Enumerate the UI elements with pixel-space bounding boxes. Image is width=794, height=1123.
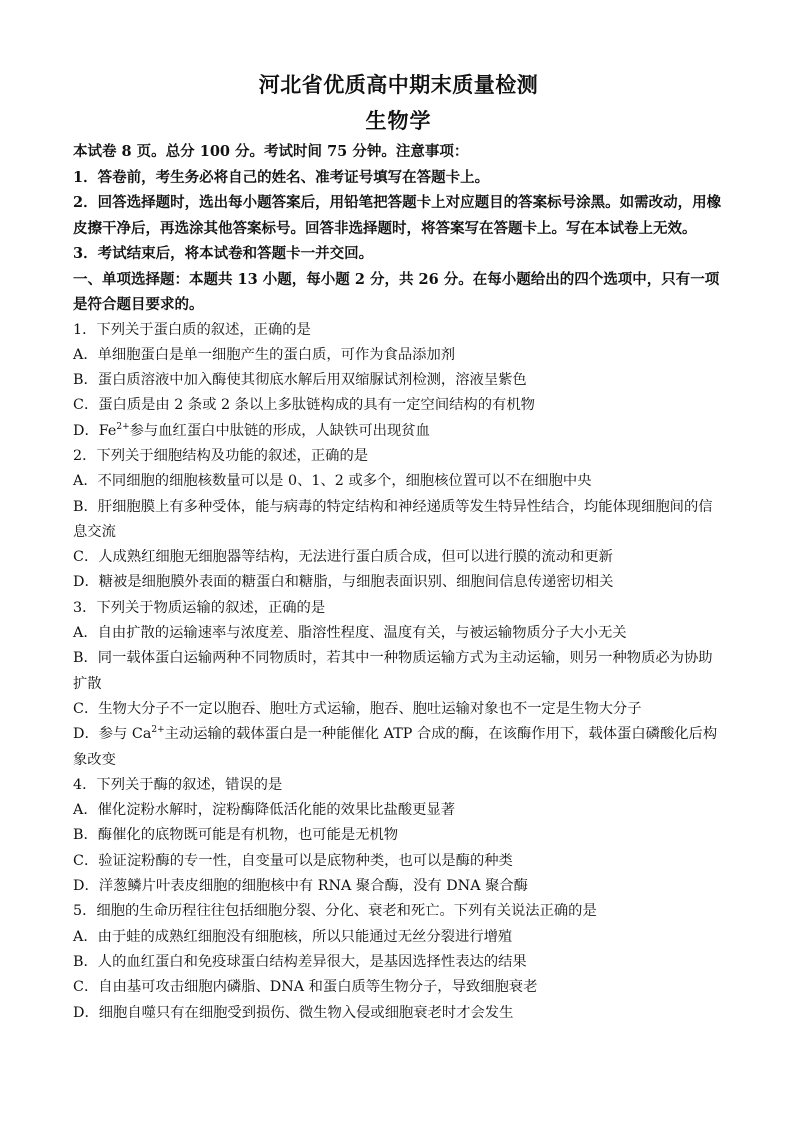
notice-item: 3．考试结束后，将本试卷和答题卡一并交回。 [73,245,374,262]
option-a: A．单细胞蛋白是单一细胞产生的蛋白质，可作为食品添加剂 [73,346,456,363]
option-c: C．蛋白质是由 2 条或 2 条以上多肽链构成的具有一定空间结构的有机物 [73,397,535,414]
option-text: 参与血红蛋白中肽链的形成，人缺铁可出现贫血 [129,422,430,439]
exam-title: 河北省优质高中期末质量检测 [258,72,539,97]
question-stem: 3．下列关于物质运输的叙述，正确的是 [73,599,326,616]
option-a: A．自由扩散的运输速率与浓度差、脂溶性程度、温度有关，与被运输物质分子大小无关 [73,625,627,642]
option-b: B．人的血红蛋白和免疫球蛋白结构差异很大，是基因选择性表达的结果 [73,953,527,970]
question-stem: 5．细胞的生命历程往往包括细胞分裂、分化、衰老和死亡。下列有关说法正确的是 [73,903,597,920]
option-b: B．蛋白质溶液中加入酶使其彻底水解后用双缩脲试剂检测，溶液呈紫色 [73,372,527,389]
notice-item: 2．回答选择题时，选出每小题答案后，用铅笔把答题卡上对应题目的答案标号涂黑。如需改动，用橡皮擦干净后，再选涂其他答案标号。回答非选择题时，将答案写在答题卡上。写在本试卷上无效。 [73,194,722,237]
question-stem: 1．下列关于蛋白质的叙述，正确的是 [73,321,311,338]
option-d [73,419,724,444]
option-b: B．肝细胞膜上有多种受体，能与病毒的特定结构和神经递质等发生特异性结合，均能体现细胞间的信息交流 [73,498,713,540]
option-d: D．糖被是细胞膜外表面的糖蛋白和糖脂，与细胞表面识别、细胞间信息传递密切相关 [73,574,614,591]
option-c: C．人成熟红细胞无细胞器等结构，无法进行蛋白质合成，但可以进行膜的流动和更新 [73,549,613,566]
option-d: D．洋葱鳞片叶表皮细胞的细胞核中有 RNA 聚合酶，没有 DNA 聚合酶 [73,878,528,895]
option-text: 主动运输的载体蛋白是一种能催化 ATP 合成的酶，在该酶作用下，载体蛋白磷酸化后构象改变 [73,726,718,768]
option-a: A．由于蛙的成熟红细胞没有细胞核，所以只能通过无丝分裂进行增殖 [73,928,513,945]
option-d [73,722,724,773]
option-c: C．验证淀粉酶的专一性，自变量可以是底物种类，也可以是酶的种类 [73,852,513,869]
section-heading: 一、单项选择题：本题共 13 小题，每小题 2 分，共 26 分。在每小题给出的四个选项中，只有一项是符合题目要求的。 [73,270,720,313]
question-2 [73,444,724,596]
option-b: B．酶催化的底物既可能是有机物，也可能是无机物 [73,827,399,844]
question-stem: 2．下列关于细胞结构及功能的叙述，正确的是 [73,447,369,464]
option-d: D．细胞自噬只有在细胞受到损伤、微生物入侵或细胞衰老时才会发生 [73,1004,514,1021]
question-5 [73,899,724,1025]
subject-title: 生物学 [365,108,432,133]
notice-item: 1．答卷前，考生务必将自己的姓名、准考证号填写在答题卡上。 [73,168,490,186]
question-4 [73,773,724,899]
option-text: D．Fe [73,422,117,439]
option-c: C．生物大分子不一定以胞吞、胞吐方式运输，胞吞、胞吐运输对象也不一定是生物大分子 [73,700,642,717]
ion-charge: 2+ [151,725,165,736]
option-text: D．参与 Ca [73,726,152,743]
option-c: C．自由基可攻击细胞内磷脂、DNA 和蛋白质等生物分子，导致细胞衰老 [73,979,538,996]
ion-charge: 2+ [116,421,130,432]
option-b: B．同一载体蛋白运输两种不同物质时，若其中一种物质运输方式为主动运输，则另一种物质必为协助扩散 [73,650,713,692]
question-3 [73,596,724,773]
notice-intro: 本试卷 8 页。总分 100 分。考试时间 75 分钟。注意事项： [73,143,469,160]
option-a: A．不同细胞的细胞核数量可以是 0、1、2 或多个，细胞核位置可以不在细胞中央 [73,473,592,490]
question-1 [73,318,724,444]
option-a: A．催化淀粉水解时，淀粉酶降低活化能的效果比盐酸更显著 [73,802,456,819]
question-stem: 4．下列关于酶的叙述，错误的是 [73,776,283,793]
